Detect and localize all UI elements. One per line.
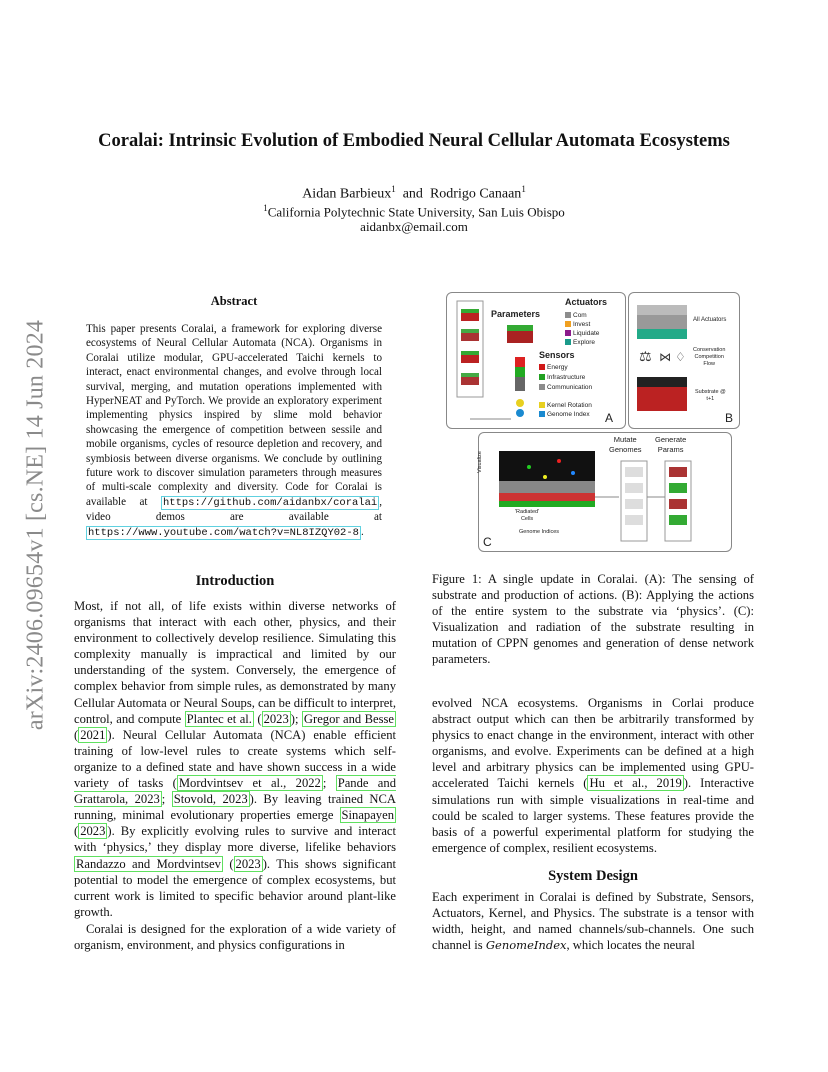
fig-params: Params xyxy=(657,445,684,454)
cube-top xyxy=(461,329,479,333)
author-2-sup: 1 xyxy=(521,184,526,194)
affiliation-sup: 1 xyxy=(263,203,268,213)
fig-actuator-item xyxy=(565,320,599,329)
fig-conservation: Conservation xyxy=(693,347,726,353)
fig-actuator-item xyxy=(565,311,599,320)
fig-act-com: Com xyxy=(573,312,587,319)
arxiv-id: arXiv:2406.09654v1 [cs.NE] 14 Jun 2024 xyxy=(22,319,49,731)
scales-icon: ⚖ xyxy=(639,349,652,365)
abstract-text xyxy=(86,322,382,540)
fig-sens-comm: Communication xyxy=(547,384,593,391)
substrate-cube xyxy=(637,377,687,411)
intro-text-c: ). By leaving trained NCA running, minimal evolutionary properties emerge xyxy=(74,792,396,823)
affiliation xyxy=(0,203,828,220)
genome-index-term: GenomeIndex xyxy=(485,938,567,953)
genome-stack xyxy=(621,461,647,541)
intro-heading: Introduction xyxy=(195,573,275,589)
abstract-end: . xyxy=(360,525,364,538)
flow-icon: ♢ xyxy=(675,350,686,364)
sensor-column xyxy=(515,357,525,391)
fig-flow: Flow xyxy=(703,361,716,367)
fig-parameters-label: Parameters xyxy=(491,309,541,319)
cube-top xyxy=(637,377,687,387)
genome-node xyxy=(625,483,643,493)
right-text-d: , which locates the neural xyxy=(566,938,695,953)
organism-cube xyxy=(461,329,479,341)
cell-dot xyxy=(527,465,531,469)
intro-text-b: . Neural Cellular Automata (NCA) enable efficient training of low-level rules to create systems which self-organize to a defined state and have shown success in a wide variety of tasks ( xyxy=(74,727,396,791)
params-stack xyxy=(665,461,691,541)
cite-randazzo[interactable]: Randazzo and Mordvintsev xyxy=(76,856,221,871)
fig-panel-b-graphics xyxy=(633,299,693,419)
arxiv-sidebar xyxy=(16,290,56,760)
paper-title: Coralai: Intrinsic Evolution of Embodied Neural Cellular Automata Ecosystems xyxy=(98,131,730,151)
figure-1 xyxy=(446,292,738,554)
fig-t1: t+1 xyxy=(706,396,715,402)
intro-text-a: Most, if not all, of life exists within diverse networks of organisms that interact with each other, physics, and their environment to collectively develop resilience. Simulating this complexity manually is impractical and limited by our understanding of the system. Conversely, the emergence of complex behavior from simple rules, as demonstrated by many Cellular Automata or Neural Soups, can be difficult to interpret, control, and compute xyxy=(74,599,396,726)
fig-substrate-label xyxy=(695,389,726,403)
legend-swatch xyxy=(565,312,571,318)
cite-sinapayen[interactable]: Sinapayen xyxy=(341,808,394,823)
right-text-c: Each experiment in Coralai is defined by Substrate, Sensors, Actuators, Kernel, and Physics. The substrate is a tensor with width, height, and named channels/sub-channels. One such channel is xyxy=(432,890,754,953)
cite-pande[interactable]: Pande and Grattarola, 2023 xyxy=(74,776,396,807)
figure-panel-b xyxy=(628,292,740,429)
authors xyxy=(0,184,828,203)
system-design-heading: System Design xyxy=(548,868,638,884)
author-1: Aidan Barbieux xyxy=(302,186,392,202)
intro-paragraph-2: Coralai is designed for the exploration of a wide variety of organism, environment, and physics configurations in xyxy=(74,922,396,953)
organism-cube xyxy=(461,351,479,363)
cite-sinapayen-year[interactable]: 2023 xyxy=(80,824,106,839)
fig-actuator-list xyxy=(565,311,599,347)
fig-genomes: Genomes xyxy=(609,445,642,454)
block-band-red xyxy=(499,493,595,501)
author-and: and xyxy=(402,186,423,202)
right-text-a: evolved NCA ecosystems. Organisms in Corlai produce abstract output which can then be arbitrarily transformed by physics to enact change in the environment, interact with other organisms, and evolve. Experiments can be defined at a high level and arbitrary physics can be implemented using GPU-accelerated Taichi kernels ( xyxy=(432,696,754,791)
fig-act-explore: Explore xyxy=(573,339,596,346)
param-cube xyxy=(669,499,687,509)
right-text-b: ). Interactive simulations run with simple visualizations in real-time and could be scaled to larger systems. These features provide the basis of a powerful experimental platform for studying the emergence of complex, resilient ecosystems. xyxy=(432,776,755,855)
right-paragraph-1 xyxy=(432,695,754,856)
compete-icon: ⋈ xyxy=(659,350,671,364)
genome-node xyxy=(625,467,643,477)
cite-gregor[interactable]: Gregor and Besse xyxy=(303,711,394,726)
fig-mutate: Mutate xyxy=(613,435,637,444)
cube-top xyxy=(461,351,479,355)
fig-genome-index: Genome Index xyxy=(547,411,590,418)
fig-sens-infra: Infrastructure xyxy=(547,374,586,381)
param-cube xyxy=(669,515,687,525)
kernel-dot xyxy=(516,399,524,407)
author-2: Rodrigo Canaan xyxy=(429,186,522,202)
param-cube xyxy=(669,483,687,493)
fig-physics-list xyxy=(693,347,725,368)
fig-substrate: Substrate @ xyxy=(695,389,726,395)
cell-dot xyxy=(571,471,575,475)
author-1-sup: 1 xyxy=(391,184,396,194)
figure-caption: Figure 1: A single update in Coralai. (A): The sensing of substrate and production of actions. (B): Applying the actions of the entire system to the substrate via ‘physics’. (C): Visualization and radiation of the substrate resulting in mutation of CPPN genomes and generation of dense network parameters. xyxy=(432,572,754,667)
fig-panel-a-label: A xyxy=(605,411,614,425)
fig-genome-indices: Genome Indices xyxy=(519,529,560,535)
cube-top xyxy=(461,309,479,313)
cube-top xyxy=(637,305,687,315)
legend-swatch xyxy=(565,321,571,327)
column-energy xyxy=(515,357,525,367)
legend-swatch xyxy=(565,339,571,345)
organism-cube xyxy=(461,373,479,385)
fig-sens-energy: Energy xyxy=(547,364,568,371)
abstract-body: This paper presents Coralai, a framework for exploring diverse ecosystems of Neural Cellular Automata (NCA). Organisms in Coralai utilize modular, GPU-accelerated Taichi kernels to interact, enact environmental changes, and evolve through local survival, merging, and mutation operations implemented with HyperNEAT and PyTorch. We provide an exploratory experiment implementing physics inspired by slime mold behavior showcasing the emergence of competition between sessile and mobile organisms, cycles of resource depletion and recovery, and symbiosis between diverse organisms. We conclude by outlining future work to discover simulation parameters through measures of multi-scale complexity and diversity. Code for Coralai is available at xyxy=(86,323,382,508)
fig-sensors-label: Sensors xyxy=(539,350,575,360)
fig-act-liquidate: Liquidate xyxy=(573,330,600,337)
email: aidanbx@email.com xyxy=(360,219,468,234)
figure-panel-a xyxy=(446,292,626,429)
fig-actuator-item xyxy=(565,338,599,347)
param-cube xyxy=(669,467,687,477)
cite-plantec[interactable]: Plantec et al. xyxy=(186,711,252,726)
cite-gregor-year[interactable]: 2021 xyxy=(80,727,106,742)
cite-plantec-year[interactable]: 2023 xyxy=(263,711,289,726)
fig-all-actuators: All Actuators xyxy=(693,317,727,323)
genome-node xyxy=(625,515,643,525)
fig-radiated: 'Radiated' xyxy=(515,509,540,515)
intro-sep: ; xyxy=(294,711,302,726)
fig-actuator-item xyxy=(565,329,599,338)
cube-top xyxy=(507,325,533,331)
cell-dot xyxy=(543,475,547,479)
fig-act-invest: Invest xyxy=(573,321,591,328)
affiliation-text: California Polytechnic State University, San Luis Obispo xyxy=(267,204,565,220)
fig-panel-a-graphics xyxy=(451,299,551,427)
organism-cube xyxy=(461,309,479,321)
cite-mordvintsev[interactable]: Mordvintsev et al., 2022 xyxy=(178,776,321,791)
legend-swatch xyxy=(565,330,571,336)
fig-panel-b-label: B xyxy=(725,411,734,425)
fig-generate: Generate xyxy=(655,435,687,444)
cube-band xyxy=(637,329,687,339)
genome-dot xyxy=(516,409,524,417)
parameters-cube xyxy=(507,325,533,343)
cite-hu[interactable]: Hu et al., 2019 xyxy=(589,776,682,791)
fig-visualize: Visualize xyxy=(477,451,483,473)
fig-competition: Competition xyxy=(694,354,724,360)
abstract-heading: Abstract xyxy=(210,294,258,308)
cell-dot xyxy=(557,459,561,463)
fig-panel-c-graphics xyxy=(489,437,729,549)
substrate-block xyxy=(499,451,595,507)
intro-paragraph-1: Most, if not all, of life exists within diverse networks of organisms that interact with each other, physics, and their environment to collectively develop resilience. Simulating this complexity manually is impractical and limited by our understanding of the system. Conversely, the emergence of complex behavior from simple rules, as demonstrated by many Cellular Automata or Neural Soups, can be difficult to interpret, control, and compute Plantec et al. ( 2023 ); Gregor and Besse ( 2021 ). Neural Cellular Automata (NCA) enable efficient training of low-level rules to create systems which self-organize to a defined state and have shown success in a wide variety of tasks ( Mordvintsev et al., 2022 ; Pande and Grattarola, 2023 ; Stovold, 2023 ). By leaving trained NCA running, minimal evolutionary properties emerge Sinapayen ( 2023 ). By explicitly evolving rules to survive and interact with ‘physics,’ they display more diverse, lifelike behaviors Randazzo and Mordvintsev ( 2023 ). This shows significant potential to model the emergence of complex ecosystems, but current work is limited to specific behavior around plant-like growth. xyxy=(74,599,397,919)
fig-kernel-rotation: Kernel Rotation xyxy=(547,402,592,409)
block-band-green xyxy=(499,501,595,507)
genome-node xyxy=(625,499,643,509)
abstract-body-2: , video demos are available at xyxy=(86,495,382,524)
figure-panel-c xyxy=(478,432,732,552)
right-paragraph-2 xyxy=(432,889,754,953)
actuator-cube xyxy=(637,305,687,339)
github-link[interactable]: https://github.com/aidanbx/coralai xyxy=(162,496,378,509)
fig-panel-c-label: C xyxy=(483,535,492,549)
cite-randazzo-year[interactable]: 2023 xyxy=(235,856,261,871)
column-infra xyxy=(515,367,525,377)
intro-text-d: . By explicitly evolving rules to survive and interact with ‘physics,’ they display more diverse, lifelike behaviors xyxy=(74,824,396,855)
intro-text-e: . This shows significant potential to model the emergence of complex ecosystems, but current work is limited to specific behavior around plant-like growth. xyxy=(74,856,397,919)
cube-top xyxy=(461,373,479,377)
cite-stovold[interactable]: Stovold, 2023 xyxy=(173,792,248,807)
fig-actuators-label: Actuators xyxy=(565,297,608,307)
youtube-link[interactable]: https://www.youtube.com/watch?v=NL8IZQY02-8 xyxy=(88,526,359,539)
fig-cells: Cells xyxy=(520,516,534,522)
